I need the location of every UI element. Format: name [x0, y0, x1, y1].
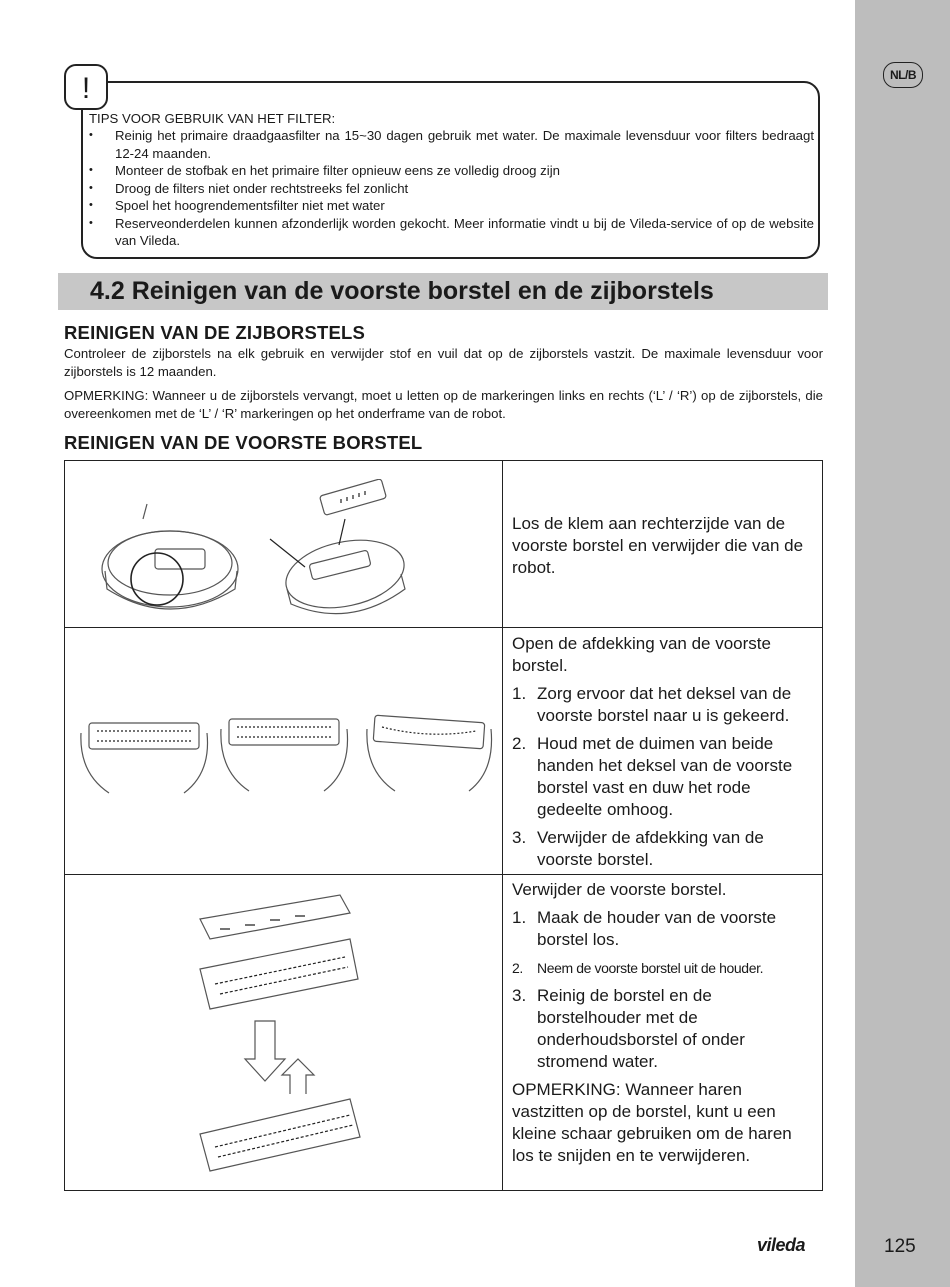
- brush-removal-illustration: [190, 889, 370, 1179]
- step-3-text: [512, 879, 817, 1167]
- step-3-note: OPMERKING: Wanneer haren vastzitten op de borstel, kunt u een kleine schaar gebruiken om de haren los te snijden en te verwijderen.: [512, 1080, 792, 1165]
- step-2-intro: Open de afdekking van de voorste borstel.: [512, 634, 771, 675]
- step-2-text: [512, 633, 817, 877]
- page-number: 125: [884, 1236, 916, 1257]
- tips-heading: TIPS VOOR GEBRUIK VAN HET FILTER:: [89, 111, 336, 126]
- step-3-intro: Verwijder de voorste borstel.: [512, 880, 727, 899]
- vileda-logo: vileda: [757, 1235, 806, 1255]
- step-1-text: Los de klem aan rechterzijde van de voorste borstel en verwijder die van de robot.: [512, 514, 804, 577]
- side-brushes-note: OPMERKING: Wanneer u de zijborstels vervangt, moet u letten op de markeringen links en rechts (‘L’ / ‘R’) op de zijborstels, die overeenkomen met de ‘L’ / ‘R’ markeringen op het onderframe van de robot.: [64, 388, 823, 421]
- front-brush-heading: REINIGEN VAN DE VOORSTE BORSTEL: [64, 432, 423, 453]
- table-row-divider: [65, 627, 822, 628]
- list-item: [512, 907, 817, 951]
- tip-item: • Droog de filters niet onder rechtstreeks fel zonlicht: [89, 180, 814, 198]
- tip-item: • Reinig het primaire draadgaasfilter na 15~30 dagen gebruik met water. De maximale levensduur voor filters bedraagt 12-24 maanden.: [89, 127, 814, 162]
- list-text: Reinig de borstel en de borstelhouder met de onderhoudsborstel of onder stromend water.: [537, 986, 745, 1071]
- tip-item: • Spoel het hoogrendementsfilter niet met water: [89, 197, 814, 215]
- list-number: 1.: [512, 908, 527, 927]
- list-item: [512, 957, 817, 979]
- list-text: Zorg ervoor dat het deksel van de voorste borstel naar u is gekeerd.: [537, 684, 792, 725]
- list-item: [512, 733, 817, 821]
- step-3-list: [512, 907, 817, 1073]
- list-text: Maak de houder van de voorste borstel los.: [537, 908, 777, 949]
- side-brushes-text: Controleer de zijborstels na elk gebruik en verwijder stof en vuil dat op de zijborstels vastzit. De maximale levensduur voor zijborstels is 12 maanden.: [64, 346, 823, 379]
- section-title: 4.2 Reinigen van de voorste borstel en de zijborstels: [90, 277, 714, 305]
- list-number: 2.: [512, 734, 527, 753]
- language-badge: NL/B: [883, 62, 923, 88]
- list-number: 2.: [512, 960, 523, 976]
- list-number: 3.: [512, 828, 527, 847]
- list-text: Verwijder de afdekking van de voorste borstel.: [537, 828, 764, 869]
- warning-icon: !: [64, 64, 108, 110]
- step-2-list: [512, 683, 817, 871]
- list-item: [512, 985, 817, 1073]
- robot-illustration: [95, 479, 435, 619]
- side-brushes-heading: REINIGEN VAN DE ZIJBORSTELS: [64, 322, 366, 343]
- brush-cover-illustration: [79, 693, 499, 803]
- list-number: 3.: [512, 986, 527, 1005]
- tip-item: • Reserveonderdelen kunnen afzonderlijk worden gekocht. Meer informatie vindt u bij de Vileda-service of op de website van Vileda.: [89, 215, 814, 250]
- table-divider: [502, 461, 503, 1190]
- list-item: [512, 827, 817, 871]
- side-strip: [855, 0, 950, 1287]
- list-text: Houd met de duimen van beide handen het deksel van de voorste borstel vast en duw het rode gedeelte omhoog.: [537, 734, 793, 819]
- tips-list: [89, 127, 814, 250]
- instructions-table: [64, 460, 823, 1191]
- tip-item: • Monteer de stofbak en het primaire filter opnieuw eens ze volledig droog zijn: [89, 162, 814, 180]
- list-text: Neem de voorste borstel uit de houder.: [537, 960, 764, 976]
- list-item: [512, 683, 817, 727]
- list-number: 1.: [512, 684, 527, 703]
